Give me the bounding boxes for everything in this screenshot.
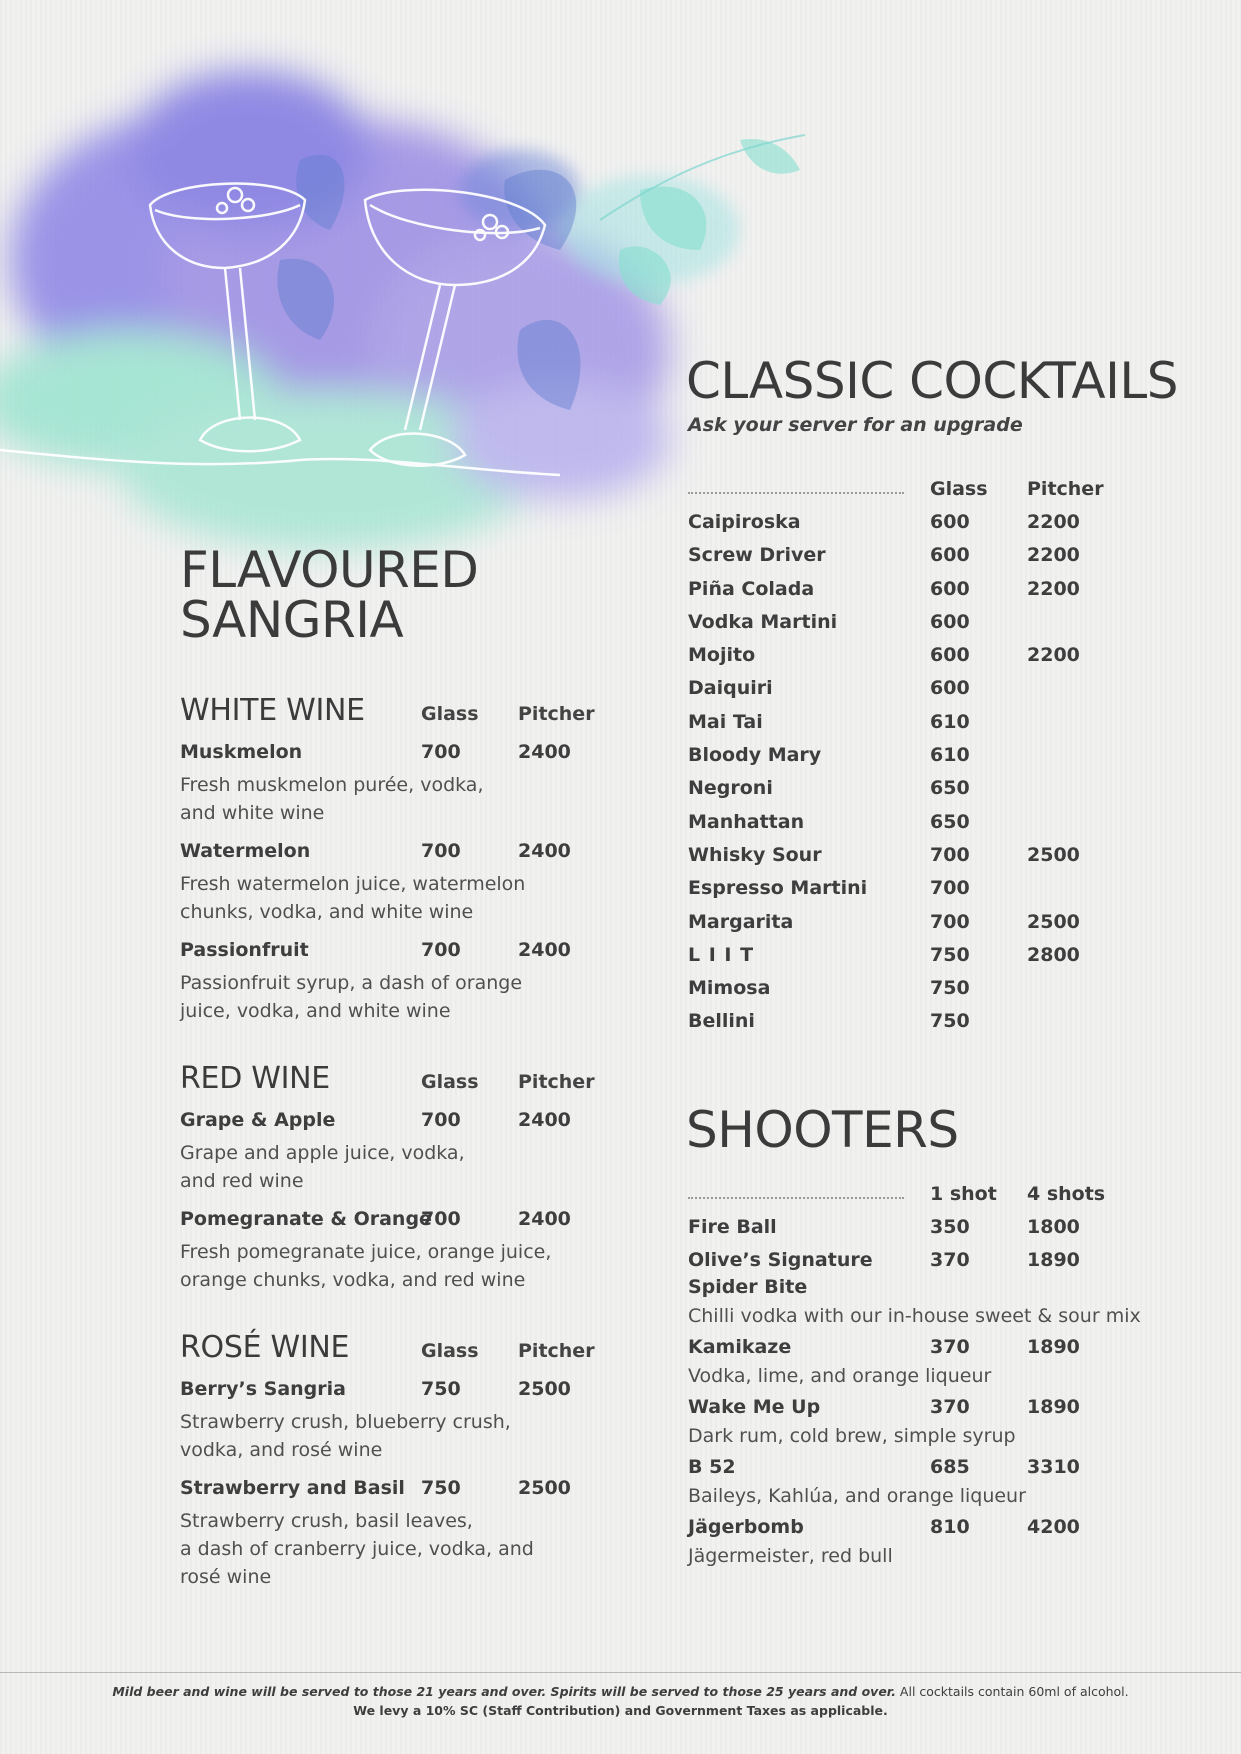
footer-divider <box>0 1672 1241 1673</box>
glass-price: 700 <box>930 843 970 866</box>
shooter-row-continued <box>688 1276 1168 1303</box>
item-description <box>180 1238 580 1294</box>
cocktails-subtitle: Ask your server for an upgrade <box>688 414 1023 436</box>
four-shots-price: 1800 <box>1027 1216 1080 1238</box>
item-name: Muskmelon <box>180 741 303 763</box>
pitcher-price: 2400 <box>518 1208 571 1230</box>
shooter-description: Dark rum, cold brew, simple syrup <box>688 1425 1016 1447</box>
cocktail-row <box>688 711 1168 744</box>
menu-item <box>180 733 600 832</box>
pitcher-price: 2400 <box>518 1109 571 1131</box>
col-header-pitcher: Pitcher <box>518 703 595 725</box>
col-header-glass: Glass <box>930 478 988 500</box>
cocktail-name: Screw Driver <box>688 544 826 567</box>
wine-section-header <box>180 1061 600 1101</box>
glass-price: 600 <box>930 577 970 600</box>
glass-price: 600 <box>930 677 970 700</box>
cocktail-row <box>688 644 1168 677</box>
cocktail-name: Caipiroska <box>688 511 801 533</box>
glass-price: 750 <box>421 1378 461 1400</box>
pitcher-price: 2500 <box>518 1378 571 1400</box>
pitcher-price: 2400 <box>518 840 571 862</box>
cocktail-name: Bloody Mary <box>688 744 822 767</box>
col-header-pitcher: Pitcher <box>518 1071 595 1093</box>
cocktail-row <box>688 544 1168 577</box>
item-description <box>180 771 580 827</box>
cocktail-row <box>688 977 1168 1010</box>
cocktail-name: Bellini <box>688 1010 755 1033</box>
shooter-row <box>688 1216 1168 1249</box>
wine-category-title: WHITE WINE <box>180 693 365 728</box>
description-line: chunks, vodka, and white wine <box>180 901 474 923</box>
pitcher-price: 2500 <box>1027 910 1080 933</box>
item-description <box>180 1139 580 1195</box>
glass-price: 650 <box>930 810 970 833</box>
item-description <box>180 870 580 926</box>
description-line: a dash of cranberry juice, vodka, and rosé wine <box>180 1538 534 1588</box>
cocktail-name: Whisky Sour <box>688 843 822 866</box>
cocktail-row <box>688 511 1168 544</box>
shooter-item <box>688 1336 1168 1396</box>
wine-section-header <box>180 693 600 733</box>
shooter-row <box>688 1516 1168 1543</box>
shooter-name: Wake Me Up <box>688 1396 821 1418</box>
col-header-glass: Glass <box>421 703 479 725</box>
four-shots-price: 1890 <box>1027 1336 1080 1358</box>
shooter-name: Fire Ball <box>688 1216 777 1238</box>
shooter-description: Vodka, lime, and orange liqueur <box>688 1365 992 1387</box>
cocktail-name: Mojito <box>688 644 756 667</box>
glass-price: 750 <box>930 977 970 1000</box>
cocktail-row <box>688 578 1168 611</box>
description-line: Fresh pomegranate juice, orange juice, <box>180 1241 552 1263</box>
sangria-title <box>180 541 510 649</box>
item-name: Strawberry and Basil <box>180 1477 405 1499</box>
shooter-row <box>688 1249 1168 1276</box>
pitcher-price: 2400 <box>518 939 571 961</box>
description-line: juice, vodka, and white wine <box>180 1000 451 1022</box>
cocktails-table <box>688 478 1168 1044</box>
cocktail-row <box>688 611 1168 644</box>
cocktail-name: Manhattan <box>688 810 805 833</box>
shooter-item <box>688 1456 1168 1516</box>
wine-section <box>180 1061 600 1299</box>
shooters-table <box>688 1183 1168 1576</box>
glass-price: 700 <box>421 1109 461 1131</box>
item-description <box>180 969 580 1025</box>
cocktails-rows <box>688 511 1168 1044</box>
col-header-glass: Glass <box>421 1071 479 1093</box>
shooter-description: Jägermeister, red bull <box>688 1545 893 1567</box>
pitcher-price: 2500 <box>518 1477 571 1499</box>
glass-price: 600 <box>930 610 970 633</box>
cocktail-name: Negroni <box>688 777 773 800</box>
sangria-title-line2: SANGRIA <box>180 591 404 649</box>
cocktail-name: Vodka Martini <box>688 610 838 633</box>
shooters-table-header <box>688 1183 1168 1216</box>
cocktail-row <box>688 1010 1168 1043</box>
glass-price: 600 <box>930 544 970 567</box>
pitcher-price: 2200 <box>1027 544 1080 567</box>
col-header-pitcher: Pitcher <box>518 1340 595 1362</box>
four-shots-price: 1890 <box>1027 1396 1080 1418</box>
glass-price: 700 <box>421 939 461 961</box>
col-header-glass: Glass <box>421 1340 479 1362</box>
cocktail-name: Espresso Martini <box>688 877 868 900</box>
one-shot-price: 370 <box>930 1396 970 1418</box>
pitcher-price: 2400 <box>518 741 571 763</box>
one-shot-price: 370 <box>930 1336 970 1358</box>
shooter-row <box>688 1456 1168 1483</box>
cocktail-name: Mai Tai <box>688 710 763 733</box>
cocktails-table-header <box>688 478 1168 511</box>
footer-notice <box>0 1684 1241 1718</box>
description-line: orange chunks, vodka, and red wine <box>180 1269 526 1291</box>
item-name: Berry’s Sangria <box>180 1378 346 1400</box>
four-shots-price: 3310 <box>1027 1456 1080 1478</box>
description-line: vodka, and rosé wine <box>180 1439 383 1461</box>
item-name: Grape & Apple <box>180 1109 336 1131</box>
description-line: and white wine <box>180 802 325 824</box>
one-shot-price: 810 <box>930 1516 970 1538</box>
glass-price: 750 <box>930 1010 970 1033</box>
item-name: Watermelon <box>180 840 311 862</box>
shooters-title: SHOOTERS <box>686 1101 959 1159</box>
description-line: Grape and apple juice, vodka, <box>180 1142 465 1164</box>
glass-price: 700 <box>421 1208 461 1230</box>
col-header-4-shots: 4 shots <box>1027 1183 1106 1205</box>
glass-price: 610 <box>930 710 970 733</box>
shooter-name: B 52 <box>688 1456 736 1478</box>
cocktail-row <box>688 844 1168 877</box>
glass-price: 700 <box>930 910 970 933</box>
shooter-item <box>688 1249 1168 1336</box>
shooter-item <box>688 1216 1168 1249</box>
pitcher-price: 2500 <box>1027 843 1080 866</box>
menu-item <box>180 1101 600 1200</box>
description-line: Fresh watermelon juice, watermelon <box>180 873 526 895</box>
col-header-1-shot: 1 shot <box>930 1183 997 1205</box>
wine-section-header <box>180 1330 600 1370</box>
footer-line-1 <box>0 1684 1241 1699</box>
description-line: Strawberry crush, basil leaves, <box>180 1510 473 1532</box>
cocktail-name: L I I T <box>688 943 755 966</box>
item-name: Passionfruit <box>180 939 309 961</box>
glass-price: 700 <box>421 840 461 862</box>
pitcher-price: 2200 <box>1027 511 1080 533</box>
one-shot-price: 685 <box>930 1456 970 1478</box>
pitcher-price: 2800 <box>1027 943 1080 966</box>
cocktail-row <box>688 877 1168 910</box>
item-description <box>180 1507 580 1591</box>
cocktail-row <box>688 744 1168 777</box>
glass-price: 750 <box>421 1477 461 1499</box>
glass-price: 650 <box>930 777 970 800</box>
one-shot-price: 350 <box>930 1216 970 1238</box>
pitcher-price: 2200 <box>1027 644 1080 667</box>
col-header-pitcher: Pitcher <box>1027 478 1104 500</box>
cocktail-row <box>688 811 1168 844</box>
cocktail-row <box>688 777 1168 810</box>
cocktail-name: Mimosa <box>688 977 771 1000</box>
menu-item <box>180 931 600 1030</box>
menu-item <box>180 832 600 931</box>
dotted-divider <box>688 492 904 494</box>
wine-category-title: RED WINE <box>180 1061 330 1096</box>
menu-item <box>180 1469 600 1588</box>
shooter-description: Baileys, Kahlúa, and orange liqueur <box>688 1485 1026 1507</box>
cocktail-row <box>688 911 1168 944</box>
shooter-item <box>688 1516 1168 1576</box>
glass-price: 610 <box>930 744 970 767</box>
description-line: and red wine <box>180 1170 304 1192</box>
four-shots-price: 1890 <box>1027 1249 1080 1271</box>
item-description <box>180 1408 580 1464</box>
description-line: Strawberry crush, blueberry crush, <box>180 1411 511 1433</box>
cocktail-name: Daiquiri <box>688 677 773 700</box>
pitcher-price: 2200 <box>1027 577 1080 600</box>
one-shot-price: 370 <box>930 1249 970 1271</box>
shooter-item <box>688 1396 1168 1456</box>
shooter-description: Chilli vodka with our in-house sweet & sour mix <box>688 1305 1141 1327</box>
wine-section <box>180 1330 600 1588</box>
glass-price: 700 <box>930 877 970 900</box>
shooter-name-secondary: Spider Bite <box>688 1276 808 1298</box>
menu-item <box>180 1200 600 1299</box>
shooter-name: Olive’s Signature <box>688 1249 873 1271</box>
footer-tax-note: We levy a 10% SC (Staff Contribution) and Government Taxes as applicable. <box>353 1703 888 1718</box>
shooter-row <box>688 1336 1168 1363</box>
glass-price: 700 <box>421 741 461 763</box>
shooter-row <box>688 1396 1168 1423</box>
cocktail-row <box>688 677 1168 710</box>
description-line: Fresh muskmelon purée, vodka, <box>180 774 484 796</box>
cocktail-name: Margarita <box>688 910 794 933</box>
sangria-title-line1: FLAVOURED <box>180 541 479 599</box>
footer-alcohol-note: All cocktails contain 60ml of alcohol. <box>895 1684 1129 1699</box>
glass-price: 600 <box>930 644 970 667</box>
glass-price: 750 <box>930 943 970 966</box>
shooter-name: Kamikaze <box>688 1336 792 1358</box>
wine-category-title: ROSÉ WINE <box>180 1330 350 1365</box>
description-line: Passionfruit syrup, a dash of orange <box>180 972 523 994</box>
dotted-divider <box>688 1197 904 1199</box>
item-name: Pomegranate & Orange <box>180 1208 432 1230</box>
footer-age-policy: Mild beer and wine will be served to those 21 years and over. Spirits will be served to those 25 years and over. <box>112 1684 896 1699</box>
menu-item <box>180 1370 600 1469</box>
cocktails-title: CLASSIC COCKTAILS <box>686 352 1178 410</box>
glass-price: 600 <box>930 511 970 533</box>
wine-section <box>180 693 600 1030</box>
cocktail-row <box>688 944 1168 977</box>
four-shots-price: 4200 <box>1027 1516 1080 1538</box>
shooters-rows <box>688 1216 1168 1576</box>
cocktail-name: Piña Colada <box>688 577 815 600</box>
shooter-name: Jägerbomb <box>688 1516 804 1538</box>
